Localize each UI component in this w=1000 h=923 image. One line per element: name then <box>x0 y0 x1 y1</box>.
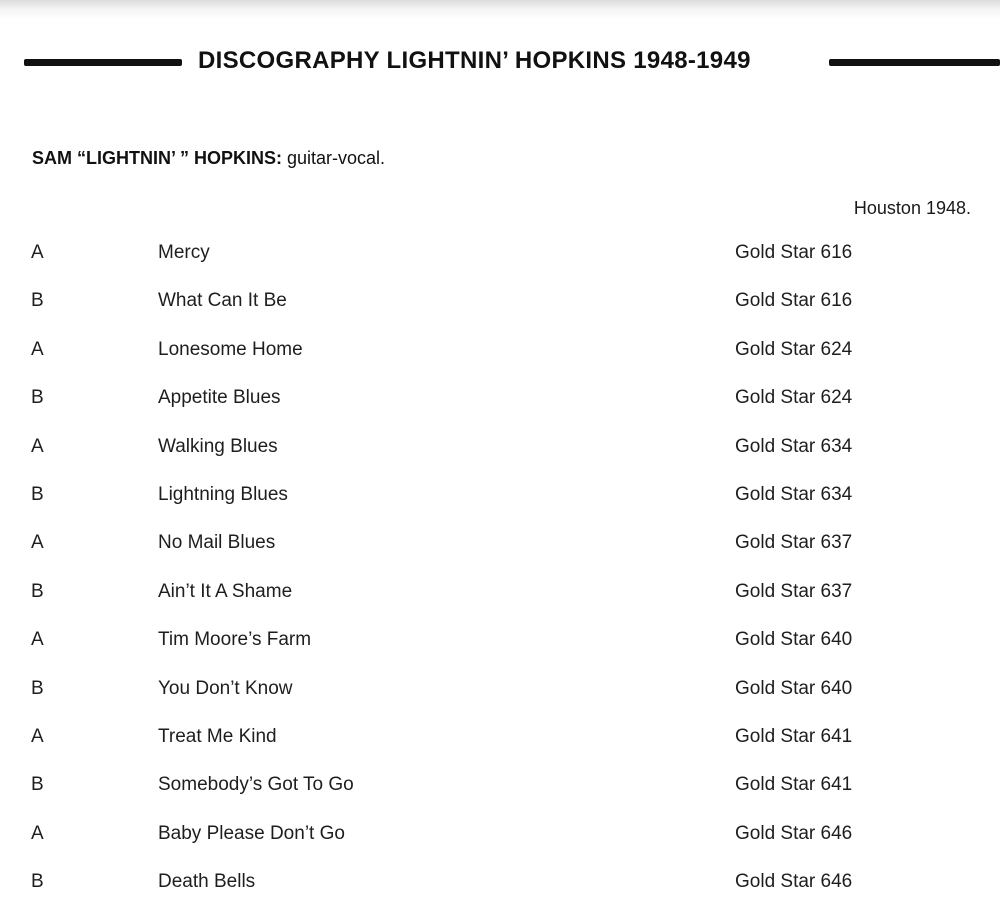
title-rule-right <box>829 59 1000 66</box>
track-row <box>0 532 1000 580</box>
track-row <box>0 436 1000 484</box>
artist-credit <box>32 148 385 169</box>
track-side: A <box>31 338 44 360</box>
track-side: B <box>31 677 44 699</box>
track-label: Gold Star 646 <box>735 871 853 893</box>
track-row <box>0 387 1000 435</box>
track-title: You Don’t Know <box>158 677 293 699</box>
track-title: Lightning Blues <box>158 483 288 505</box>
track-title: Ain’t It A Shame <box>158 580 293 602</box>
track-title: What Can It Be <box>158 290 287 312</box>
track-label: Gold Star 640 <box>735 629 853 651</box>
track-list <box>0 242 1000 919</box>
track-label: Gold Star 641 <box>735 725 853 747</box>
track-row <box>0 581 1000 629</box>
track-side: B <box>31 580 44 602</box>
track-side: A <box>31 822 44 844</box>
track-title: Appetite Blues <box>158 387 281 409</box>
track-label: Gold Star 637 <box>735 532 853 554</box>
track-label: Gold Star 616 <box>735 242 853 263</box>
track-label: Gold Star 640 <box>735 677 853 699</box>
artist-name: SAM “LIGHTNIN’ ” HOPKINS: <box>32 148 283 168</box>
track-row <box>0 290 1000 338</box>
track-row <box>0 823 1000 871</box>
track-title: Treat Me Kind <box>158 725 277 747</box>
track-side: A <box>31 532 44 554</box>
track-row <box>0 871 1000 919</box>
track-label: Gold Star 646 <box>735 822 853 844</box>
track-title: No Mail Blues <box>158 532 276 554</box>
artist-role: guitar-vocal. <box>287 148 386 168</box>
track-label: Gold Star 634 <box>735 483 853 505</box>
track-title: Baby Please Don’t Go <box>158 822 345 844</box>
track-label: Gold Star 637 <box>735 580 853 602</box>
track-side: A <box>31 629 44 651</box>
track-row <box>0 339 1000 387</box>
track-label: Gold Star 641 <box>735 774 853 796</box>
session-info: Houston 1948. <box>853 198 971 218</box>
track-row <box>0 774 1000 822</box>
page-edge-shadow <box>0 0 1000 20</box>
track-row <box>0 629 1000 677</box>
track-side: B <box>31 483 44 505</box>
track-side: B <box>31 871 44 893</box>
track-label: Gold Star 616 <box>735 290 853 312</box>
title-rule-left <box>24 59 182 66</box>
track-side: A <box>31 725 44 747</box>
track-side: B <box>31 387 44 409</box>
track-row <box>0 242 1000 290</box>
page-title: DISCOGRAPHY LIGHTNIN’ HOPKINS 1948-1949 <box>198 47 751 74</box>
track-title: Lonesome Home <box>158 338 303 360</box>
track-side: B <box>31 774 44 796</box>
track-title: Walking Blues <box>158 435 278 457</box>
track-row <box>0 484 1000 532</box>
track-label: Gold Star 624 <box>735 338 853 360</box>
track-title: Tim Moore’s Farm <box>158 629 312 651</box>
track-title: Mercy <box>158 242 210 263</box>
track-side: A <box>31 435 44 457</box>
track-label: Gold Star 624 <box>735 387 853 409</box>
track-row <box>0 726 1000 774</box>
track-side: B <box>31 290 44 312</box>
track-title: Somebody’s Got To Go <box>158 774 354 796</box>
track-side: A <box>31 242 44 263</box>
track-label: Gold Star 634 <box>735 435 853 457</box>
track-title: Death Bells <box>158 871 256 893</box>
track-row <box>0 678 1000 726</box>
